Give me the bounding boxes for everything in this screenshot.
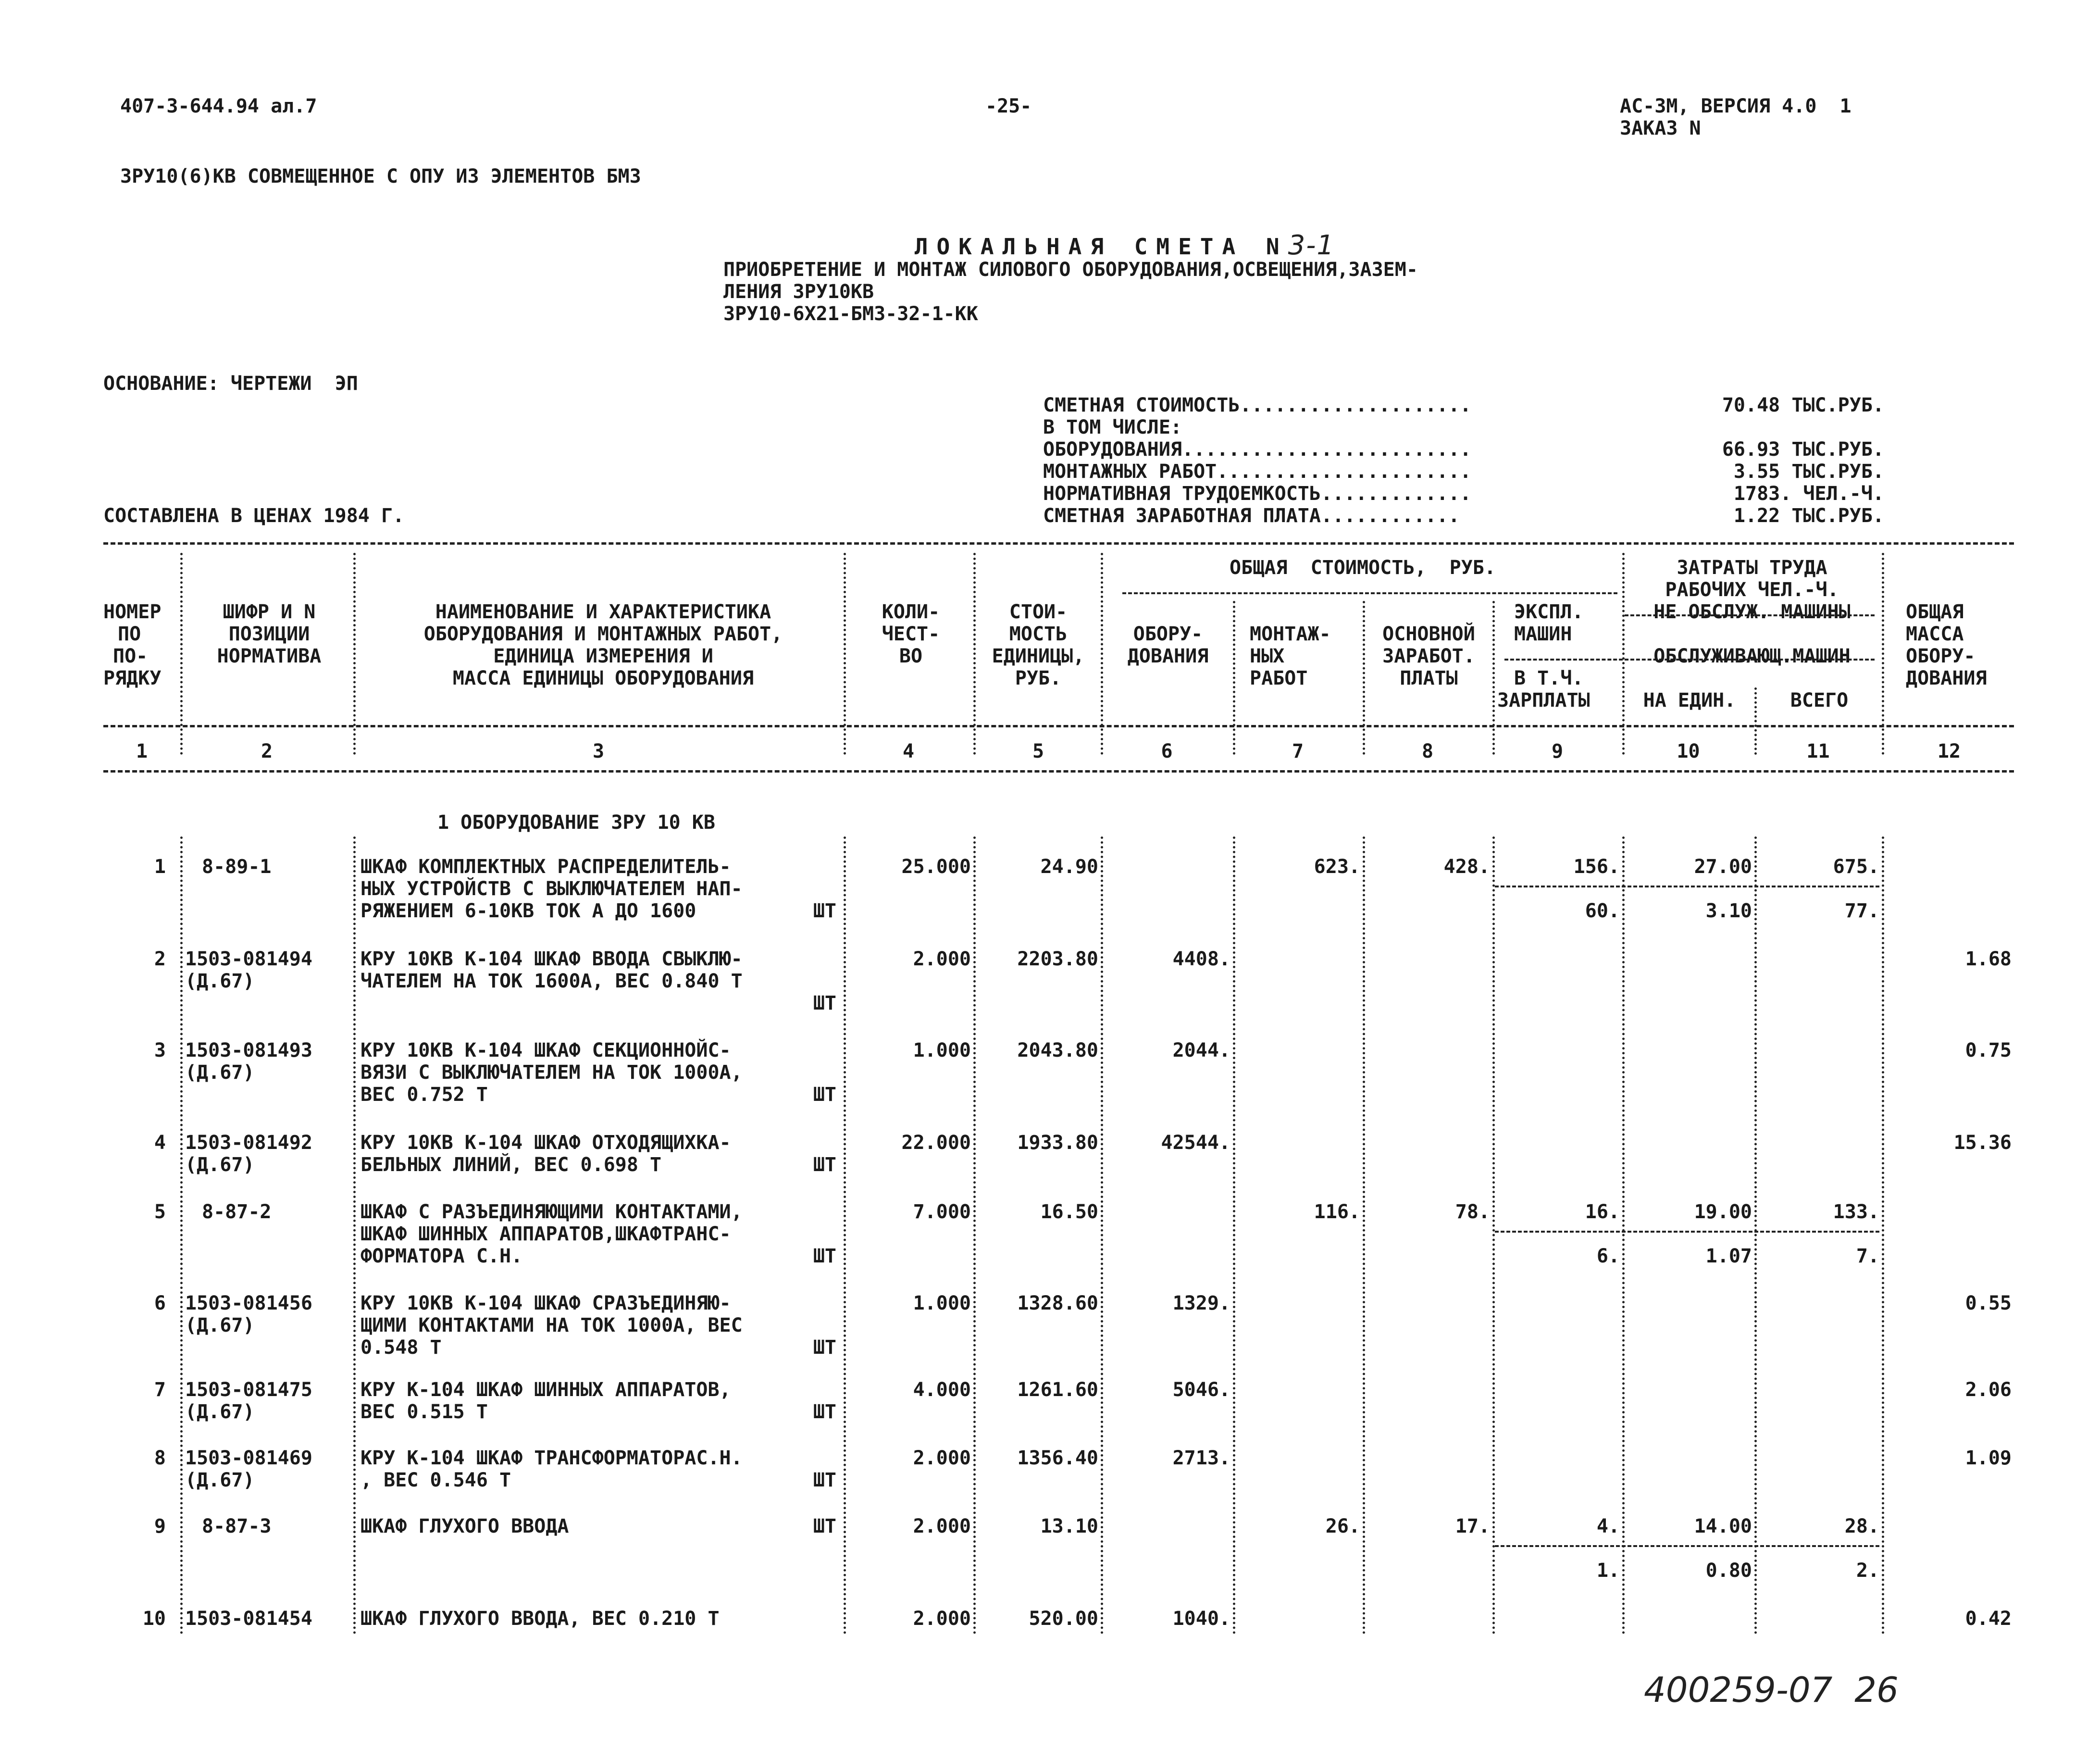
software-version: АС-3М, ВЕРСИЯ 4.0 1	[1620, 95, 1851, 117]
basis-line: ОСНОВАНИЕ: ЧЕРТЕЖИ ЭП	[103, 373, 358, 395]
row-price: 2203.80	[1017, 948, 1098, 970]
row-qty: 1.000	[913, 1039, 971, 1061]
row-total-labor-machines: 7.	[1856, 1245, 1879, 1267]
row-unit: ШТ	[813, 1245, 836, 1267]
handwritten-archive-number: 400259-07 26	[1644, 1670, 1899, 1710]
row-total-labor: 28.	[1844, 1515, 1879, 1537]
row-total-labor: 675.	[1833, 856, 1879, 878]
row-code: 8-87-3	[202, 1515, 272, 1537]
hdr-c12: ОБОРУ-	[1906, 645, 1976, 667]
subtitle-line-1: ПРИОБРЕТЕНИЕ И МОНТАЖ СИЛОВОГО ОБОРУДОВАНИЯ,ОСВЕЩЕНИЯ,ЗАЗЕМ-	[723, 259, 1418, 281]
row-desc: ШКАФ ШИННЫХ АППАРАТОВ,ШКАФТРАНС-	[360, 1223, 731, 1245]
hdr-c8: ОСНОВНОЙ	[1382, 623, 1475, 645]
hdr-c8: ПЛАТЫ	[1400, 667, 1458, 689]
body-col-divider	[1492, 836, 1495, 1635]
summary-value: 1.22 ТЫС.РУБ.	[1733, 505, 1884, 527]
body-col-divider	[844, 836, 846, 1635]
hdr-c9: МАШИН	[1514, 623, 1572, 645]
row-code: 1503-081469	[185, 1447, 312, 1469]
row-machines-salary: 1.	[1596, 1560, 1620, 1582]
row-unit-labor-machines: 0.80	[1705, 1560, 1752, 1582]
row-unit-labor-machines: 3.10	[1705, 900, 1752, 922]
row-price: 1356.40	[1017, 1447, 1098, 1469]
row-desc: ВЕС 0.515 Т	[360, 1401, 488, 1423]
col-divider	[1101, 553, 1103, 755]
col-divider	[353, 553, 356, 755]
row-subrule	[1495, 1231, 1879, 1233]
row-number: 9	[154, 1515, 166, 1537]
row-machines: 156.	[1573, 856, 1620, 878]
row-equip: 42544.	[1161, 1132, 1230, 1154]
summary-label: В ТОМ ЧИСЛЕ:	[1043, 416, 1182, 438]
summary-value: 66.93 ТЫС.РУБ.	[1722, 438, 1884, 461]
hdr-c6: ДОВАНИЯ	[1127, 645, 1209, 667]
row-qty: 2.000	[913, 1447, 971, 1469]
row-unit-labor: 19.00	[1694, 1201, 1752, 1223]
row-code: 8-89-1	[202, 856, 272, 878]
row-code: (Д.67)	[185, 1469, 255, 1491]
row-desc: ВЯЗИ С ВЫКЛЮЧАТЕЛЕМ НА ТОК 1000А,	[360, 1061, 743, 1084]
row-desc: 0.548 Т	[360, 1336, 442, 1359]
row-code: (Д.67)	[185, 1314, 255, 1336]
summary-label: СМЕТНАЯ ЗАРАБОТНАЯ ПЛАТА............	[1043, 505, 1460, 527]
title-number-handwritten: 3-1	[1288, 230, 1335, 261]
row-price: 13.10	[1040, 1515, 1098, 1537]
hdr-group-total: ОБЩАЯ СТОИМОСТЬ, РУБ.	[1230, 557, 1496, 579]
row-code: (Д.67)	[185, 1061, 255, 1084]
row-equip: 2044.	[1172, 1039, 1230, 1061]
hdr-c1: ПО-	[113, 645, 148, 667]
row-code: 1503-081493	[185, 1039, 312, 1061]
row-price: 1933.80	[1017, 1132, 1098, 1154]
row-salary: 17.	[1455, 1515, 1490, 1537]
row-mass: 15.36	[1953, 1132, 2012, 1154]
summary-value: 1783. ЧЕЛ.-Ч.	[1733, 483, 1884, 505]
row-number: 2	[154, 948, 166, 970]
body-col-divider	[180, 836, 183, 1635]
order-label: ЗАКАЗ N	[1620, 117, 1701, 139]
row-unit-labor: 14.00	[1694, 1515, 1752, 1537]
doc-code: 407-3-644.94 ал.7	[120, 95, 317, 117]
subtitle-line-3: ЗРУ10-6Х21-БМЗ-32-1-КК	[723, 303, 978, 325]
body-col-divider	[1363, 836, 1365, 1635]
row-code: (Д.67)	[185, 970, 255, 992]
row-desc: ВЕС 0.752 Т	[360, 1084, 488, 1106]
prices-line: СОСТАВЛЕНА В ЦЕНАХ 1984 Г.	[103, 505, 405, 527]
col-number: 1	[136, 740, 148, 762]
row-subrule	[1495, 1545, 1879, 1547]
row-mount: 623.	[1314, 856, 1360, 878]
page-number: -25-	[985, 95, 1032, 117]
row-machines-salary: 60.	[1585, 900, 1620, 922]
col-number: 7	[1292, 740, 1304, 762]
row-mass: 0.42	[1965, 1608, 2012, 1630]
row-unit-labor: 27.00	[1694, 856, 1752, 878]
row-code: 1503-081454	[185, 1608, 312, 1630]
hdr-c3: НАИМЕНОВАНИЕ И ХАРАКТЕРИСТИКА	[435, 601, 771, 623]
hdr-c6: ОБОРУ-	[1133, 623, 1203, 645]
row-unit: ШТ	[813, 992, 836, 1014]
summary-value: 3.55 ТЫС.РУБ.	[1733, 461, 1884, 483]
row-qty: 22.000	[901, 1132, 971, 1154]
row-desc: ШКАФ ГЛУХОГО ВВОДА	[360, 1515, 569, 1537]
row-code: (Д.67)	[185, 1154, 255, 1176]
row-subrule	[1495, 886, 1879, 887]
hdr-c5: РУБ.	[1015, 667, 1062, 689]
row-equip: 1040.	[1172, 1608, 1230, 1630]
summary-label: МОНТАЖНЫХ РАБОТ......................	[1043, 461, 1472, 483]
row-mass: 0.75	[1965, 1039, 2012, 1061]
group-header-rule	[1122, 592, 1617, 594]
row-desc: , ВЕС 0.546 Т	[360, 1469, 511, 1491]
summary-label: ОБОРУДОВАНИЯ.........................	[1043, 438, 1472, 461]
row-mass: 2.06	[1965, 1379, 2012, 1401]
hdr-c4: КОЛИ-	[882, 601, 940, 623]
row-qty: 2.000	[913, 948, 971, 970]
table-top-rule	[103, 542, 2014, 545]
col-divider	[1882, 553, 1884, 755]
row-unit: ШТ	[813, 1336, 836, 1359]
row-qty: 4.000	[913, 1379, 971, 1401]
row-desc: БЕЛЬНЫХ ЛИНИЙ, ВЕС 0.698 Т	[360, 1154, 662, 1176]
hdr-c9: ЗАРПЛАТЫ	[1497, 689, 1590, 711]
row-total-labor-machines: 2.	[1856, 1560, 1879, 1582]
hdr-labor-top: НЕ ОБСЛУЖ. МАШИНЫ	[1653, 601, 1851, 623]
body-col-divider	[1754, 836, 1757, 1635]
row-number: 8	[154, 1447, 166, 1469]
col-number: 11	[1806, 740, 1830, 762]
header-separator-rule	[103, 725, 2014, 727]
hdr-c2: НОРМАТИВА	[217, 645, 322, 667]
row-qty: 7.000	[913, 1201, 971, 1223]
row-code: (Д.67)	[185, 1401, 255, 1423]
row-desc: КРУ 10КВ К-104 ШКАФ ВВОДА СВЫКЛЮ-	[360, 948, 743, 970]
row-desc: ШКАФ КОМПЛЕКТНЫХ РАСПРЕДЕЛИТЕЛЬ-	[360, 856, 731, 878]
row-desc: КРУ 10КВ К-104 ШКАФ СЕКЦИОННОЙС-	[360, 1039, 731, 1061]
hdr-c7: НЫХ	[1250, 645, 1285, 667]
col-number: 3	[592, 740, 605, 762]
row-price: 16.50	[1040, 1201, 1098, 1223]
hdr-c7: МОНТАЖ-	[1250, 623, 1331, 645]
row-desc: ФОРМАТОРА С.Н.	[360, 1245, 523, 1267]
section-title: 1 ОБОРУДОВАНИЕ ЗРУ 10 КВ	[437, 811, 715, 834]
hdr-c2: ШИФР И N	[223, 601, 316, 623]
col-number: 6	[1161, 740, 1173, 762]
col-number: 9	[1551, 740, 1564, 762]
row-number: 10	[142, 1608, 166, 1630]
hdr-c4: ЧЕСТ-	[882, 623, 940, 645]
row-unit-labor-machines: 1.07	[1705, 1245, 1752, 1267]
row-price: 520.00	[1029, 1608, 1098, 1630]
row-number: 1	[154, 856, 166, 878]
hdr-c11: ВСЕГО	[1790, 689, 1849, 711]
row-desc: ШКАФ С РАЗЪЕДИНЯЮЩИМИ КОНТАКТАМИ,	[360, 1201, 743, 1223]
row-price: 24.90	[1040, 856, 1098, 878]
hdr-c10: НА ЕДИН.	[1643, 689, 1736, 711]
hdr-c3: ЕДИНИЦА ИЗМЕРЕНИЯ И	[493, 645, 713, 667]
summary-label: НОРМАТИВНАЯ ТРУДОЕМКОСТЬ.............	[1043, 483, 1472, 505]
col-divider	[1363, 601, 1365, 755]
row-price: 1328.60	[1017, 1292, 1098, 1314]
hdr-c8: ЗАРАБОТ.	[1382, 645, 1475, 667]
hdr-group-labor: ЗАТРАТЫ ТРУДА	[1677, 557, 1827, 579]
col-divider	[1233, 601, 1235, 755]
title-text: ЛОКАЛЬНАЯ СМЕТА N	[914, 234, 1288, 260]
row-desc: КРУ 10КВ К-104 ШКАФ ОТХОДЯЩИХКА-	[360, 1132, 731, 1154]
summary-label: СМЕТНАЯ СТОИМОСТЬ....................	[1043, 394, 1472, 416]
hdr-c5: МОСТЬ	[1009, 623, 1068, 645]
row-equip: 4408.	[1172, 948, 1230, 970]
col-number: 5	[1032, 740, 1044, 762]
hdr-c12: ОБЩАЯ	[1906, 601, 1964, 623]
row-mass: 0.55	[1965, 1292, 2012, 1314]
column-numbers-rule	[103, 770, 2014, 773]
row-qty: 25.000	[901, 856, 971, 878]
row-salary: 78.	[1455, 1201, 1490, 1223]
hdr-c12: МАССА	[1906, 623, 1964, 645]
row-price: 1261.60	[1017, 1379, 1098, 1401]
hdr-c4: ВО	[899, 645, 923, 667]
row-number: 7	[154, 1379, 166, 1401]
row-code: 1503-081475	[185, 1379, 312, 1401]
row-desc: КРУ К-104 ШКАФ ТРАНСФОРМАТОРАС.Н.	[360, 1447, 743, 1469]
body-col-divider	[1233, 836, 1235, 1635]
body-col-divider	[353, 836, 356, 1635]
hdr-labor-mid: ОБСЛУЖИВАЮЩ.МАШИН	[1653, 645, 1851, 667]
project-name: ЗРУ10(6)КВ СОВМЕЩЕННОЕ С ОПУ ИЗ ЭЛЕМЕНТОВ БМЗ	[120, 165, 641, 187]
row-desc: ШКАФ ГЛУХОГО ВВОДА, ВЕС 0.210 Т	[360, 1608, 720, 1630]
hdr-c12: ДОВАНИЯ	[1906, 667, 1987, 689]
hdr-c9: В Т.Ч.	[1514, 667, 1584, 689]
col-number: 8	[1421, 740, 1434, 762]
row-number: 4	[154, 1132, 166, 1154]
row-qty: 2.000	[913, 1608, 971, 1630]
hdr-c3: ОБОРУДОВАНИЯ И МОНТАЖНЫХ РАБОТ,	[423, 623, 783, 645]
row-total-labor-machines: 77.	[1844, 900, 1879, 922]
row-equip: 2713.	[1172, 1447, 1230, 1469]
row-machines: 4.	[1596, 1515, 1620, 1537]
row-number: 5	[154, 1201, 166, 1223]
col-number: 10	[1677, 740, 1700, 762]
row-unit: ШТ	[813, 1469, 836, 1491]
row-mount: 26.	[1325, 1515, 1360, 1537]
row-mount: 116.	[1314, 1201, 1360, 1223]
row-code: 1503-081456	[185, 1292, 312, 1314]
row-number: 3	[154, 1039, 166, 1061]
row-desc: КРУ К-104 ШКАФ ШИННЫХ АППАРАТОВ,	[360, 1379, 731, 1401]
row-desc: ЧАТЕЛЕМ НА ТОК 1600А, ВЕС 0.840 Т	[360, 970, 743, 992]
hdr-c7: РАБОТ	[1250, 667, 1308, 689]
hdr-c2: ПОЗИЦИИ	[228, 623, 310, 645]
col-divider	[180, 553, 183, 755]
hdr-group-labor: РАБОЧИХ ЧЕЛ.-Ч.	[1665, 579, 1839, 601]
row-code: 8-87-2	[202, 1201, 272, 1223]
hdr-c5: ЕДИНИЦЫ,	[992, 645, 1085, 667]
row-unit: ШТ	[813, 900, 836, 922]
body-col-divider	[1622, 836, 1625, 1635]
row-unit: ШТ	[813, 1401, 836, 1423]
hdr-c5: СТОИ-	[1009, 601, 1068, 623]
col-number: 2	[261, 740, 273, 762]
hdr-c1: НОМЕР	[103, 601, 162, 623]
row-code: 1503-081494	[185, 948, 312, 970]
row-desc: КРУ 10КВ К-104 ШКАФ СРАЗЪЕДИНЯЮ-	[360, 1292, 731, 1314]
hdr-c1: ПО	[118, 623, 141, 645]
row-machines-salary: 6.	[1596, 1245, 1620, 1267]
col-divider	[1492, 601, 1495, 755]
row-machines: 16.	[1585, 1201, 1620, 1223]
col-divider	[844, 553, 846, 755]
row-unit: ШТ	[813, 1154, 836, 1176]
row-salary: 428.	[1443, 856, 1490, 878]
row-unit: ШТ	[813, 1515, 836, 1537]
row-qty: 1.000	[913, 1292, 971, 1314]
row-mass: 1.68	[1965, 948, 2012, 970]
col-number: 12	[1937, 740, 1961, 762]
col-number: 4	[902, 740, 915, 762]
col-divider	[1622, 553, 1625, 755]
hdr-c3: МАССА ЕДИНИЦЫ ОБОРУДОВАНИЯ	[452, 667, 754, 689]
row-price: 2043.80	[1017, 1039, 1098, 1061]
row-equip: 1329.	[1172, 1292, 1230, 1314]
row-number: 6	[154, 1292, 166, 1314]
hdr-c1: РЯДКУ	[103, 667, 162, 689]
hdr-c9: ЭКСПЛ.	[1514, 601, 1584, 623]
subtitle-line-2: ЛЕНИЯ ЗРУ10КВ	[723, 281, 874, 303]
row-desc: ЩИМИ КОНТАКТАМИ НА ТОК 1000А, ВЕС	[360, 1314, 743, 1336]
summary-value: 70.48 ТЫС.РУБ.	[1722, 394, 1884, 416]
row-code: 1503-081492	[185, 1132, 312, 1154]
row-qty: 2.000	[913, 1515, 971, 1537]
row-desc: НЫХ УСТРОЙСТВ С ВЫКЛЮЧАТЕЛЕМ НАП-	[360, 878, 743, 900]
row-unit: ШТ	[813, 1084, 836, 1106]
row-desc: РЯЖЕНИЕМ 6-10КВ ТОК А ДО 1600	[360, 900, 696, 922]
row-equip: 5046.	[1172, 1379, 1230, 1401]
row-total-labor: 133.	[1833, 1201, 1879, 1223]
row-mass: 1.09	[1965, 1447, 2012, 1469]
